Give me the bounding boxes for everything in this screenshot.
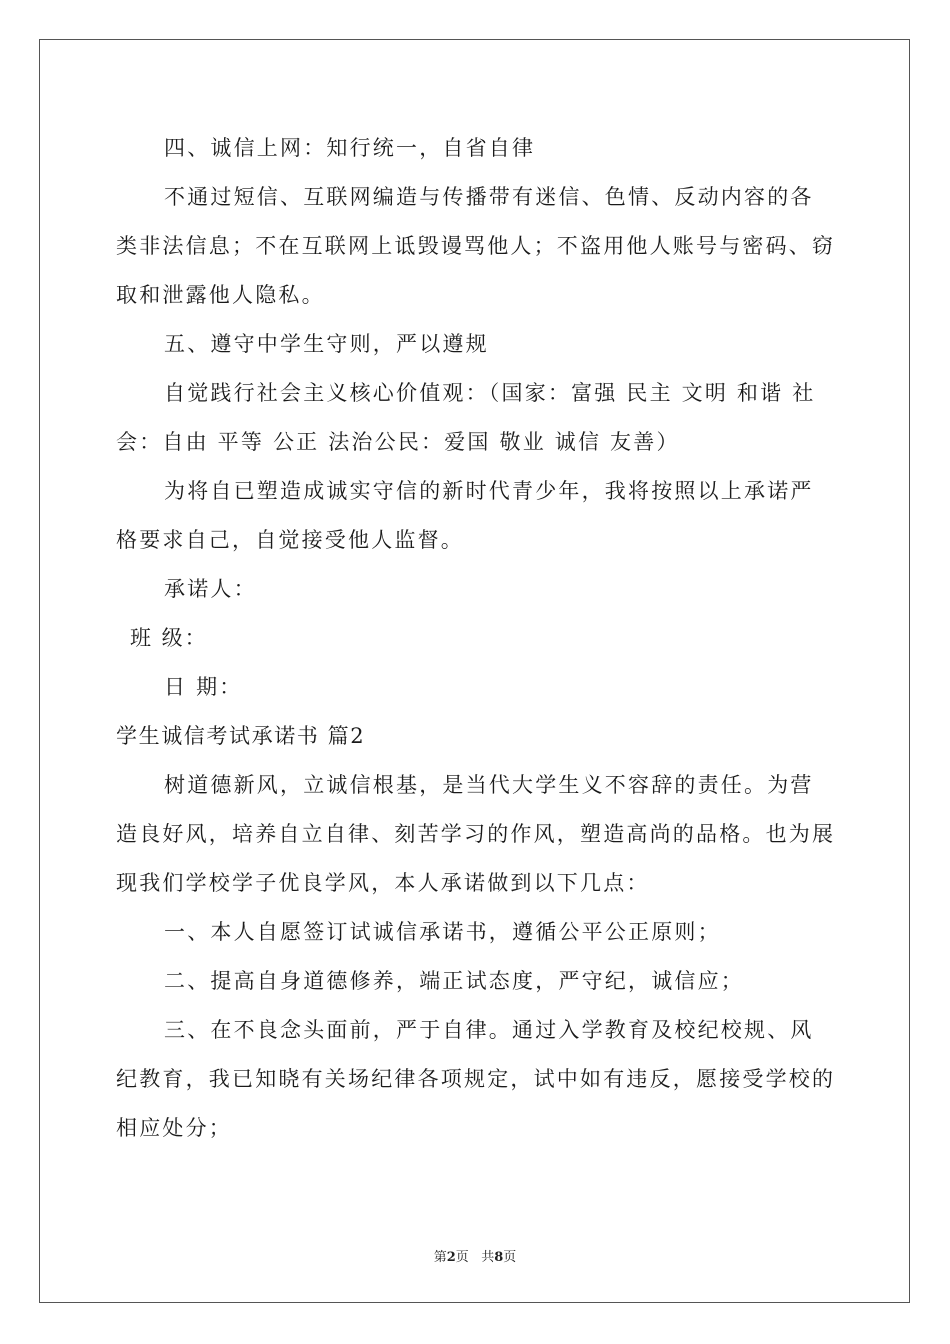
document-body [116,124,836,1153]
section-heading-5: 五、遵守中学生守则，严以遵规 [164,332,489,356]
section-heading-4: 四、诚信上网：知行统一，自省自律 [164,136,536,160]
class-label: 班 级： [130,626,208,650]
page-footer [0,1246,950,1265]
paragraph-pledge: 为将自已塑造成诚实守信的新时代青少年，我将按照以上承诺严格要求自己，自觉接受他人监督。 [116,479,814,552]
footer-current-page: 2 [446,1250,456,1265]
paragraph-internet: 不通过短信、互联网编造与传播带有迷信、色情、反动内容的各类非法信息；不在互联网上诋毁谩骂他人；不盗用他人账号与密码、窃取和泄露他人隐私。 [116,185,836,307]
footer-prefix: 第 [433,1250,447,1265]
footer-total-prefix: 共 [481,1250,495,1265]
footer-page-unit: 页 [455,1250,469,1265]
pledge-item-2: 二、提高自身道德修养，端正试态度，严守纪，诚信应； [164,969,744,993]
signer-label: 承诺人： [164,577,257,601]
footer-total-unit: 页 [503,1250,517,1265]
pledge-item-3: 三、在不良念头面前，严于自律。通过入学教育及校纪校规、风纪教育，我已知晓有关场纪律各项规定，试中如有违反，愿接受学校的相应处分； [116,1018,836,1140]
paragraph-values: 自觉践行社会主义核心价值观：（国家：富强 民主 文明 和谐 社会：自由 平等 公正 法治公民：爱国 敬业 诚信 友善） [116,381,816,454]
section-title-2: 学生诚信考试承诺书 篇2 [116,724,366,748]
paragraph-intro: 树道德新风，立诚信根基，是当代大学生义不容辞的责任。为营造良好风，培养自立自律、刻苦学习的作风，塑造高尚的品格。也为展现我们学校学子优良学风，本人承诺做到以下几点： [116,773,836,895]
pledge-item-1: 一、本人自愿签订试诚信承诺书，遵循公平公正原则； [164,920,721,944]
footer-total-pages: 8 [494,1250,504,1265]
date-label: 日 期： [164,675,243,699]
